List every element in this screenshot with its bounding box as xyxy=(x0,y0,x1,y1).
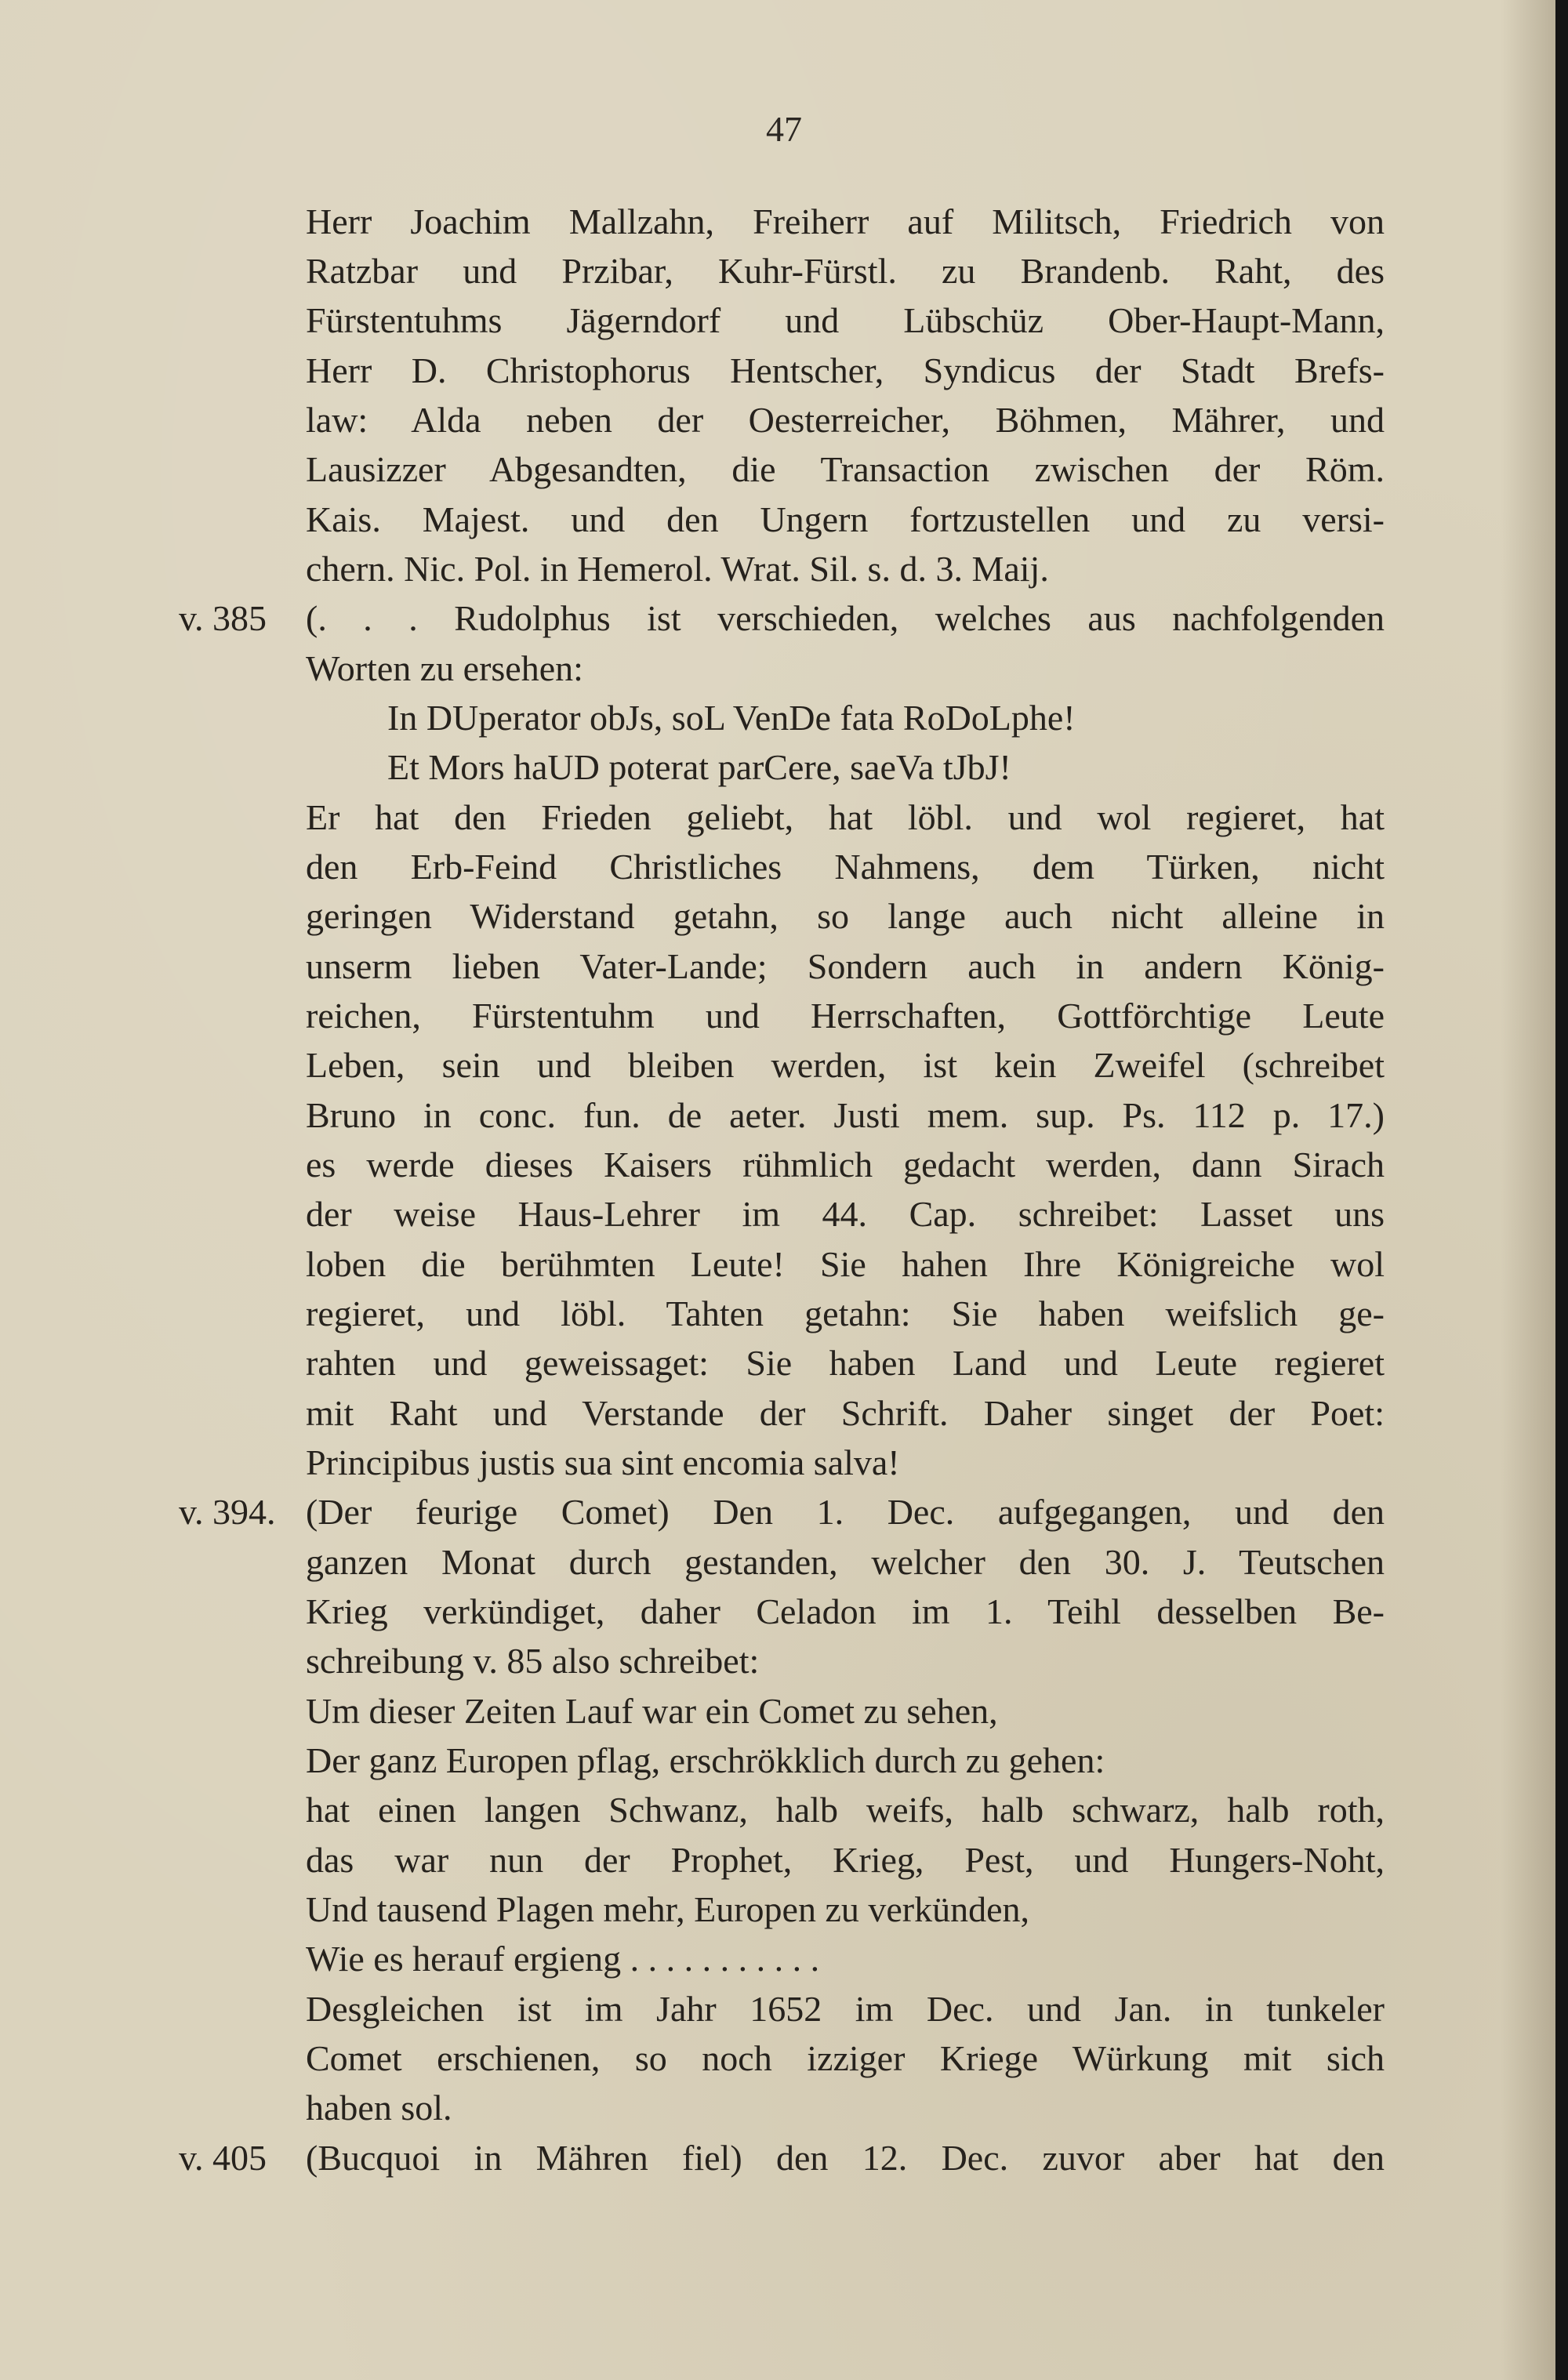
text-line: Worten zu ersehen: xyxy=(306,648,583,688)
text-line: unserm lieben Vater-Lande; Sondern auch in andern König- xyxy=(306,946,1385,986)
text-line: haben sol. xyxy=(306,2088,452,2128)
text-line: (Der feurige Comet) Den 1. Dec. aufgegangen, und den xyxy=(306,1492,1385,1532)
text-line: regieret, und löbl. Tahten getahn: Sie haben weifslich ge- xyxy=(306,1293,1385,1333)
text-line: (Bucquoi in Mähren fiel) den 12. Dec. zuvor aber hat den xyxy=(306,2138,1385,2178)
text-line: es werde dieses Kaisers rühmlich gedacht werden, dann Sirach xyxy=(306,1145,1385,1185)
text-line: Comet erschienen, so noch izziger Kriege Würkung mit sich xyxy=(306,2038,1385,2078)
text-line: Kais. Majest. und den Ungern fortzustellen und zu versi- xyxy=(306,499,1385,539)
text-line: Herr D. Christophorus Hentscher, Syndicus der Stadt Brefs- xyxy=(306,350,1385,390)
text-line: schreibung v. 85 also schreibet: xyxy=(306,1641,760,1681)
text-line: Krieg verkündiget, daher Celadon im 1. Teihl desselben Be- xyxy=(306,1591,1385,1631)
text-line: Fürstentuhms Jägerndorf und Lübschüz Ober-Haupt-Mann, xyxy=(306,300,1385,340)
verse-reference: v. 394. xyxy=(179,1492,276,1532)
verse-line: Und tausend Plagen mehr, Europen zu verkünden, xyxy=(306,1889,1030,1929)
text-line: loben die berühmten Leute! Sie hahen Ihre Königreiche wol xyxy=(306,1244,1385,1284)
page-edge-shadow xyxy=(1501,0,1555,2380)
verse-line: Der ganz Europen pflag, erschrökklich durch zu gehen: xyxy=(306,1740,1105,1780)
text-line: geringen Widerstand getahn, so lange auch nicht alleine in xyxy=(306,896,1385,936)
text-line: chern. Nic. Pol. in Hemerol. Wrat. Sil. s. d. 3. Maij. xyxy=(306,549,1049,589)
verse-line: In DUperator obJs, soL VenDe fata RoDoLphe! xyxy=(387,698,1076,738)
page-number: 47 xyxy=(766,109,802,149)
verse-line: Um dieser Zeiten Lauf war ein Comet zu sehen, xyxy=(306,1691,998,1731)
text-line: den Erb-Feind Christliches Nahmens, dem Türken, nicht xyxy=(306,847,1385,887)
text-line: rahten und geweissaget: Sie haben Land und Leute regieret xyxy=(306,1343,1385,1383)
verse-reference: v. 405 xyxy=(179,2138,267,2178)
text-line: Lausizzer Abgesandten, die Transaction zwischen der Röm. xyxy=(306,449,1385,489)
text-line: der weise Haus-Lehrer im 44. Cap. schreibet: Lasset uns xyxy=(306,1194,1385,1234)
verse-reference: v. 385 xyxy=(179,598,267,638)
verse-line: das war nun der Prophet, Krieg, Pest, und Hungers-Noht, xyxy=(306,1840,1385,1880)
verse-line: hat einen langen Schwanz, halb weifs, halb schwarz, halb roth, xyxy=(306,1790,1385,1830)
text-line: mit Raht und Verstande der Schrift. Daher singet der Poet: xyxy=(306,1393,1385,1433)
verse-line: Et Mors haUD poterat parCere, saeVa tJbJ! xyxy=(387,747,1011,787)
text-line: Er hat den Frieden geliebt, hat löbl. und wol regieret, hat xyxy=(306,797,1385,837)
text-line: ganzen Monat durch gestanden, welcher den 30. J. Teutschen xyxy=(306,1542,1385,1582)
text-line: Principibus justis sua sint encomia salva! xyxy=(306,1442,900,1482)
text-line: reichen, Fürstentuhm und Herrschaften, Gottförchtige Leute xyxy=(306,996,1385,1036)
text-line: law: Alda neben der Oesterreicher, Böhmen, Mährer, und xyxy=(306,400,1385,440)
text-line: Bruno in conc. fun. de aeter. Justi mem. sup. Ps. 112 p. 17.) xyxy=(306,1095,1385,1135)
text-line: Herr Joachim Mallzahn, Freiherr auf Militsch, Friedrich von xyxy=(306,201,1385,241)
text-line: (. . . Rudolphus ist verschieden, welches aus nachfolgenden xyxy=(306,598,1385,638)
text-line: Desgleichen ist im Jahr 1652 im Dec. und Jan. in tunkeler xyxy=(306,1989,1385,2029)
verse-line: Wie es herauf ergieng . . . . . . . . . . . xyxy=(306,1939,820,1979)
text-line: Leben, sein und bleiben werden, ist kein Zweifel (schreibet xyxy=(306,1045,1385,1085)
text-line: Ratzbar und Przibar, Kuhr-Fürstl. zu Brandenb. Raht, des xyxy=(306,251,1385,291)
